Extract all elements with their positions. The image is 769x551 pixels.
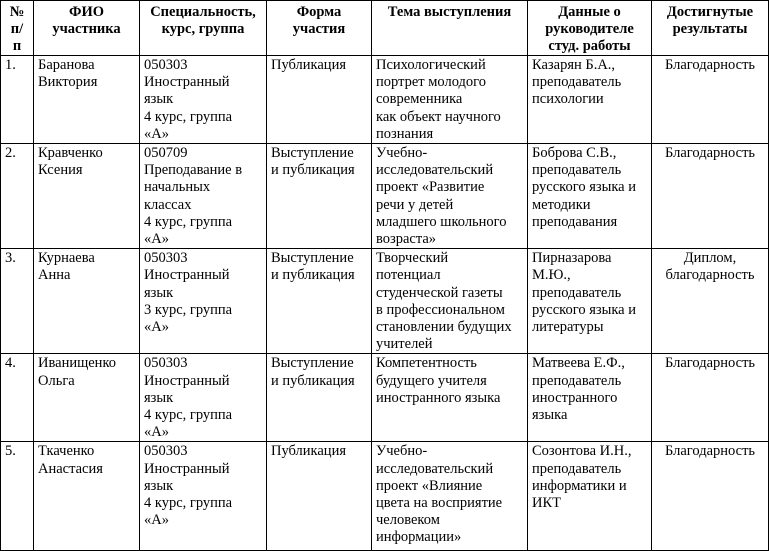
cell-participation-form: Выступление и публикация [267, 249, 372, 354]
cell-adviser: Пирназарова М.Ю., преподаватель русского языка и литературы [528, 249, 652, 354]
cell-number: 3. [1, 249, 34, 354]
cell-topic: Творческий потенциал студенческой газеты в профессиональном становлении будущих учителей [372, 249, 528, 354]
cell-participation-form: Публикация [267, 442, 372, 551]
cell-topic: Психологический портрет молодого современника как объект научного познания [372, 56, 528, 144]
table-body [1, 56, 769, 551]
cell-number: 1. [1, 56, 34, 144]
cell-adviser: Матвеева Е.Ф., преподаватель иностранного языка [528, 354, 652, 442]
cell-number: 4. [1, 354, 34, 442]
header-participant-name: ФИО участника [34, 1, 140, 56]
cell-adviser: Созонтова И.Н., преподаватель информатики и ИКТ [528, 442, 652, 551]
cell-participant-name: Курнаева Анна [34, 249, 140, 354]
table-row [1, 249, 769, 354]
cell-results: Благодарность [652, 144, 769, 249]
cell-topic: Учебно- исследовательский проект «Влияние цвета на восприятие человеком информации» [372, 442, 528, 551]
cell-adviser: Боброва С.В., преподаватель русского языка и методики преподавания [528, 144, 652, 249]
header-participation-form: Форма участия [267, 1, 372, 56]
cell-number: 2. [1, 144, 34, 249]
cell-participation-form: Выступление и публикация [267, 144, 372, 249]
cell-specialty: 050303 Иностранный язык 4 курс, группа «А» [140, 442, 267, 551]
header-topic: Тема выступления [372, 1, 528, 56]
cell-results: Благодарность [652, 354, 769, 442]
cell-number: 5. [1, 442, 34, 551]
cell-participant-name: Баранова Виктория [34, 56, 140, 144]
cell-participant-name: Иванищенко Ольга [34, 354, 140, 442]
cell-results: Благодарность [652, 56, 769, 144]
header-specialty: Специальность, курс, группа [140, 1, 267, 56]
cell-adviser: Казарян Б.А., преподаватель психологии [528, 56, 652, 144]
header-results: Достигнутые результаты [652, 1, 769, 56]
cell-participation-form: Выступление и публикация [267, 354, 372, 442]
header-adviser: Данные о руководителе студ. работы [528, 1, 652, 56]
table-row [1, 442, 769, 551]
cell-specialty: 050303 Иностранный язык 3 курс, группа «А» [140, 249, 267, 354]
table-header-row [1, 1, 769, 56]
cell-topic: Компетентность будущего учителя иностранного языка [372, 354, 528, 442]
table-row [1, 354, 769, 442]
cell-specialty: 050709 Преподавание в начальных классах 4 курс, группа «А» [140, 144, 267, 249]
table-row [1, 56, 769, 144]
cell-specialty: 050303 Иностранный язык 4 курс, группа «А» [140, 354, 267, 442]
cell-results: Диплом, благодарность [652, 249, 769, 354]
cell-participation-form: Публикация [267, 56, 372, 144]
cell-participant-name: Кравченко Ксения [34, 144, 140, 249]
cell-topic: Учебно- исследовательский проект «Развитие речи у детей младшего школьного возраста» [372, 144, 528, 249]
header-number: № п/ п [1, 1, 34, 56]
cell-results: Благодарность [652, 442, 769, 551]
cell-specialty: 050303 Иностранный язык 4 курс, группа «А» [140, 56, 267, 144]
table-row [1, 144, 769, 249]
cell-participant-name: Ткаченко Анастасия [34, 442, 140, 551]
